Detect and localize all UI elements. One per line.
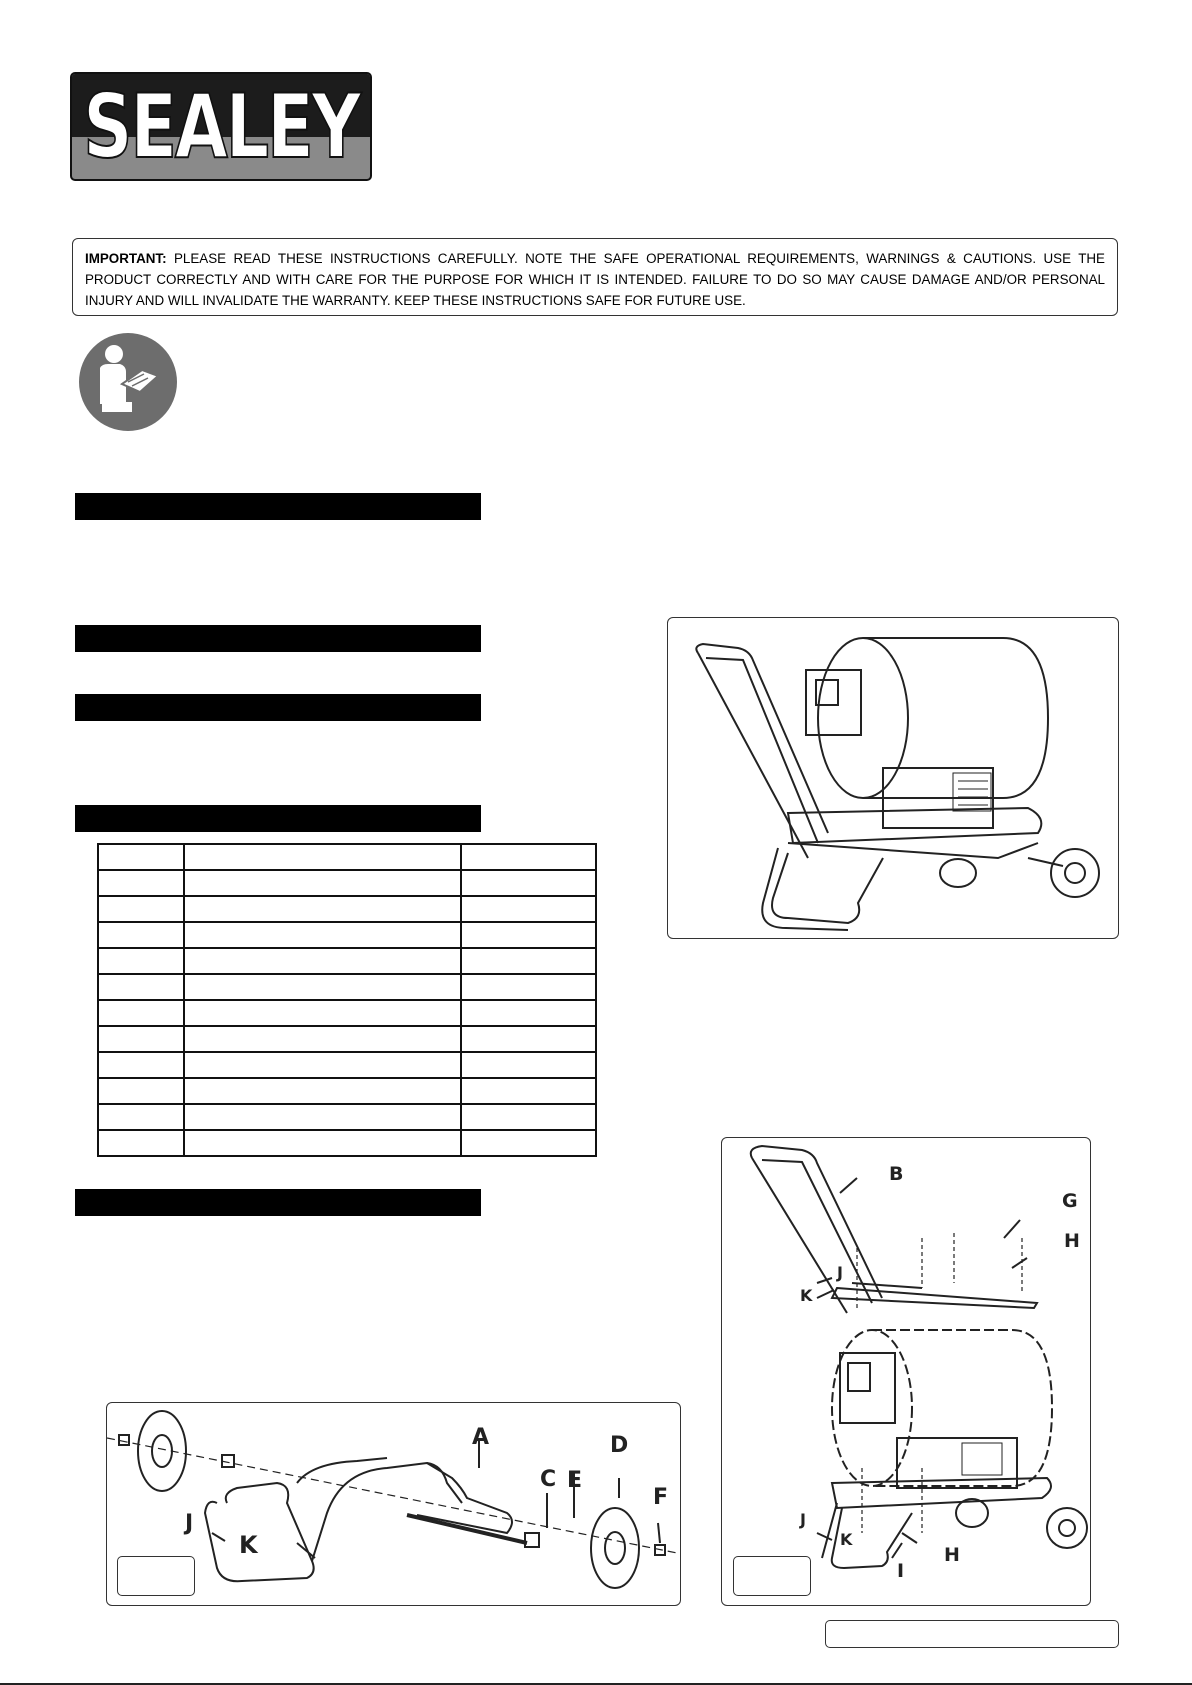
table-cell — [98, 1026, 184, 1052]
callout-h-bottom: H — [944, 1544, 960, 1566]
callout-f: F — [653, 1485, 669, 1510]
figure-number-box — [117, 1556, 195, 1596]
table-cell — [461, 1130, 596, 1156]
footer-box — [825, 1620, 1119, 1648]
logo-text: SEALEY — [83, 74, 359, 178]
table-row — [98, 1104, 596, 1130]
section-bar-3 — [75, 694, 481, 721]
table-cell — [98, 922, 184, 948]
sealey-logo — [70, 72, 372, 181]
callout-d: D — [610, 1433, 629, 1458]
table-cell — [98, 844, 184, 870]
callout-k-bottom: K — [840, 1530, 853, 1549]
table-cell — [461, 1104, 596, 1130]
table-row — [98, 1052, 596, 1078]
callout-h-top: H — [1064, 1230, 1080, 1252]
table-cell — [461, 974, 596, 1000]
table-cell — [461, 948, 596, 974]
callout-j-top: J — [837, 1263, 843, 1282]
table-cell — [98, 1000, 184, 1026]
table-row — [98, 922, 596, 948]
mounting-figure — [721, 1137, 1091, 1606]
section-bar-1 — [75, 493, 481, 520]
table-cell — [98, 1078, 184, 1104]
table-cell — [461, 844, 596, 870]
table-cell — [184, 1078, 461, 1104]
mounting-illustration — [722, 1138, 1090, 1605]
table-cell — [98, 1130, 184, 1156]
spec-table — [97, 843, 597, 1157]
table-cell — [184, 1130, 461, 1156]
table-row — [98, 870, 596, 896]
section-bar-5 — [75, 1189, 481, 1216]
figure-number-box — [733, 1556, 811, 1596]
table-row — [98, 1130, 596, 1156]
callout-j-bottom: J — [800, 1510, 806, 1529]
table-cell — [184, 974, 461, 1000]
callout-i: I — [897, 1560, 905, 1582]
callout-b: B — [889, 1163, 904, 1185]
table-row — [98, 896, 596, 922]
table-cell — [461, 870, 596, 896]
table-cell — [184, 896, 461, 922]
table-cell — [461, 1052, 596, 1078]
callout-e: E — [567, 1468, 583, 1493]
table-row — [98, 1000, 596, 1026]
callout-g: G — [1062, 1190, 1078, 1212]
table-cell — [184, 948, 461, 974]
table-cell — [184, 922, 461, 948]
important-notice — [72, 238, 1118, 316]
table-cell — [461, 1026, 596, 1052]
table-cell — [98, 948, 184, 974]
table-cell — [98, 974, 184, 1000]
callout-k: K — [239, 1531, 258, 1559]
table-cell — [98, 870, 184, 896]
callout-k-top: K — [800, 1286, 813, 1305]
table-row — [98, 1078, 596, 1104]
callout-j: J — [185, 1511, 194, 1536]
table-row — [98, 974, 596, 1000]
table-cell — [461, 896, 596, 922]
table-cell — [184, 1052, 461, 1078]
section-bar-2 — [75, 625, 481, 652]
heater-illustration — [668, 618, 1118, 938]
table-cell — [184, 844, 461, 870]
table-cell — [184, 1026, 461, 1052]
table-cell — [184, 1104, 461, 1130]
important-label: IMPORTANT: — [85, 251, 167, 266]
table-cell — [98, 1052, 184, 1078]
table-row — [98, 1026, 596, 1052]
table-cell — [184, 870, 461, 896]
wheel-assembly-figure — [106, 1402, 681, 1606]
table-row — [98, 948, 596, 974]
important-text: PLEASE READ THESE INSTRUCTIONS CAREFULLY. NOTE THE SAFE OPERATIONAL REQUIREMENTS, WARNINGS & CAUTIONS. USE THE PRODUCT CORRECTLY AND WITH CARE FOR THE PURPOSE FOR WHICH IT IS INTENDED. FAILURE TO DO SO MAY CAUSE DAMAGE AND/OR PERSONAL INJURY AND WILL INVALIDATE THE WARRANTY. KEEP THESE INSTRUCTIONS SAFE FOR FUTURE USE. — [85, 251, 1105, 308]
table-cell — [461, 1000, 596, 1026]
callout-c: C — [540, 1467, 557, 1492]
section-bar-4 — [75, 805, 481, 832]
product-figure — [667, 617, 1119, 939]
callout-a: A — [472, 1425, 490, 1450]
table-cell — [461, 1078, 596, 1104]
read-manual-icon — [78, 332, 178, 432]
table-cell — [461, 922, 596, 948]
table-cell — [98, 1104, 184, 1130]
table-cell — [184, 1000, 461, 1026]
table-cell — [98, 896, 184, 922]
table-row — [98, 844, 596, 870]
